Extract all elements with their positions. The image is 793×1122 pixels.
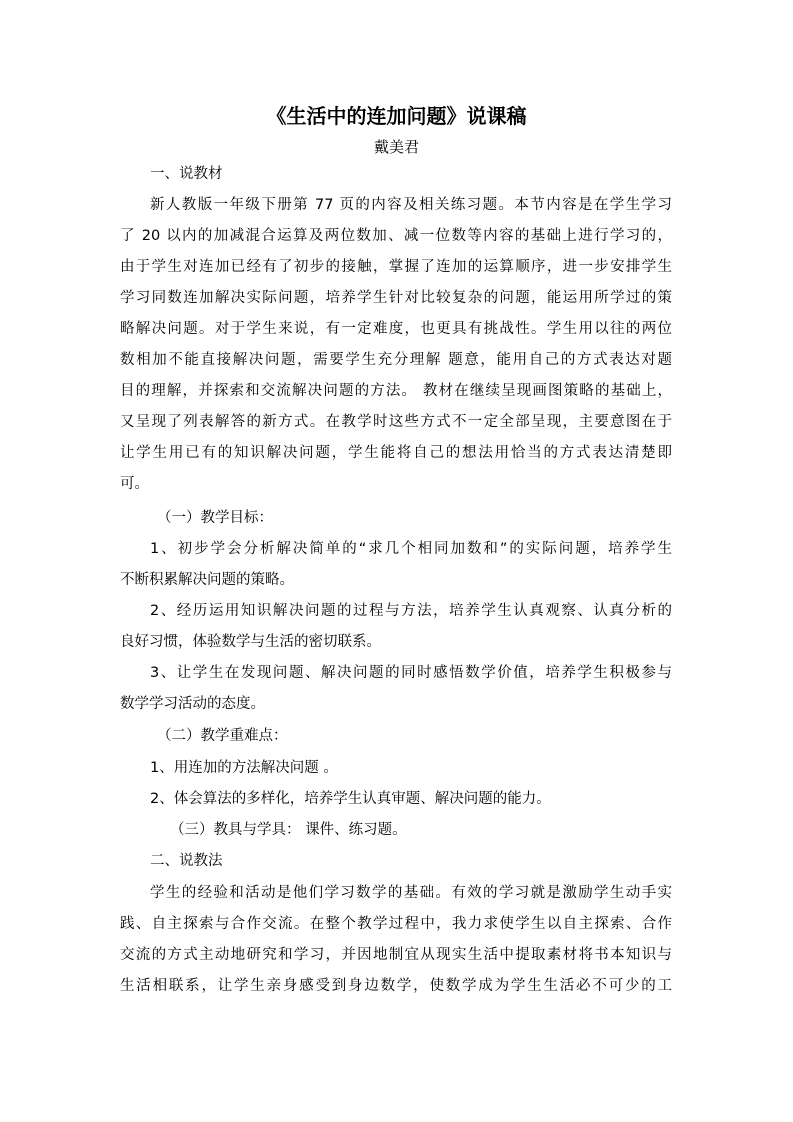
paragraph-line: 践、自主探索与合作交流。在整个教学过程中，我力求使学生以自主探索、合作 xyxy=(120,916,672,932)
section-heading-textbook: 一、说教材 xyxy=(150,166,223,182)
paragraph-line: 可。 xyxy=(120,476,149,492)
paragraph-line: 目的理解，并探索和交流解决问题的方法。 教材在继续呈现画图策略的基础上， xyxy=(120,383,672,399)
paragraph-line: 学生的经验和活动是他们学习数学的基础。有效的学习就是激励学生动手实 xyxy=(150,885,672,901)
subsection-heading-goals: （一）教学目标： xyxy=(157,510,273,526)
paragraph-line: 生活相联系，让学生亲身感受到身边数学，使数学成为学生生活必不可少的工 xyxy=(120,978,672,994)
key-point-item-1: 1、用连加的方法解决问题 。 xyxy=(150,760,338,776)
goal-item-3: 3、让学生在发现问题、解决问题的同时感悟数学价值，培养学生积极参与 xyxy=(150,665,672,681)
paragraph-line: 良好习惯，体验数学与生活的密切联系。 xyxy=(120,634,381,650)
paragraph-line: 数学学习活动的态度。 xyxy=(120,696,265,712)
document-title: 《生活中的连加问题》说课稿 xyxy=(266,104,527,128)
paragraph-line: 不断积累解决问题的策略。 xyxy=(120,572,294,588)
key-point-item-2: 2、体会算法的多样化，培养学生认真审题、解决问题的能力。 xyxy=(150,791,551,807)
subsection-heading-key-points: （二）教学重难点： xyxy=(157,728,288,744)
goal-item-1: 1、初步学会分析解决简单的“求几个相同加数和”的实际问题，培养学生 xyxy=(150,541,672,557)
paragraph-line: 又呈现了列表解答的新方式。在教学时这些方式不一定全部呈现，主要意图在于 xyxy=(120,414,672,430)
paragraph-line: 新人教版一年级下册第 77 页的内容及相关练习题。本节内容是在学生学习 xyxy=(150,197,672,213)
section-heading-methods: 二、说教法 xyxy=(150,853,223,869)
paragraph-line: 由于学生对连加已经有了初步的接触，掌握了连加的运算顺序，进一步安排学生 xyxy=(120,259,672,275)
subsection-heading-materials: （三）教具与学具： 课件、练习题。 xyxy=(170,822,407,838)
paragraph-line: 学习同数连加解决实际问题，培养学生针对比较复杂的问题，能运用所学过的策 xyxy=(120,290,672,306)
paragraph-line: 让学生用已有的知识解决问题，学生能将自己的想法用恰当的方式表达清楚即 xyxy=(120,445,672,461)
paragraph-line: 数相加不能直接解决问题，需要学生充分理解 题意，能用自己的方式表达对题 xyxy=(120,352,672,368)
document-author: 戴美君 xyxy=(373,138,419,156)
goal-item-2: 2、经历运用知识解决问题的过程与方法，培养学生认真观察、认真分析的 xyxy=(150,603,672,619)
paragraph-line: 了 20 以内的加减混合运算及两位数加、减一位数等内容的基础上进行学习的， xyxy=(120,228,672,244)
paragraph-line: 交流的方式主动地研究和学习，并因地制宜从现实生活中提取素材将书本知识与 xyxy=(120,947,672,963)
paragraph-line: 略解决问题。对于学生来说，有一定难度，也更具有挑战性。学生用以往的两位 xyxy=(120,321,672,337)
